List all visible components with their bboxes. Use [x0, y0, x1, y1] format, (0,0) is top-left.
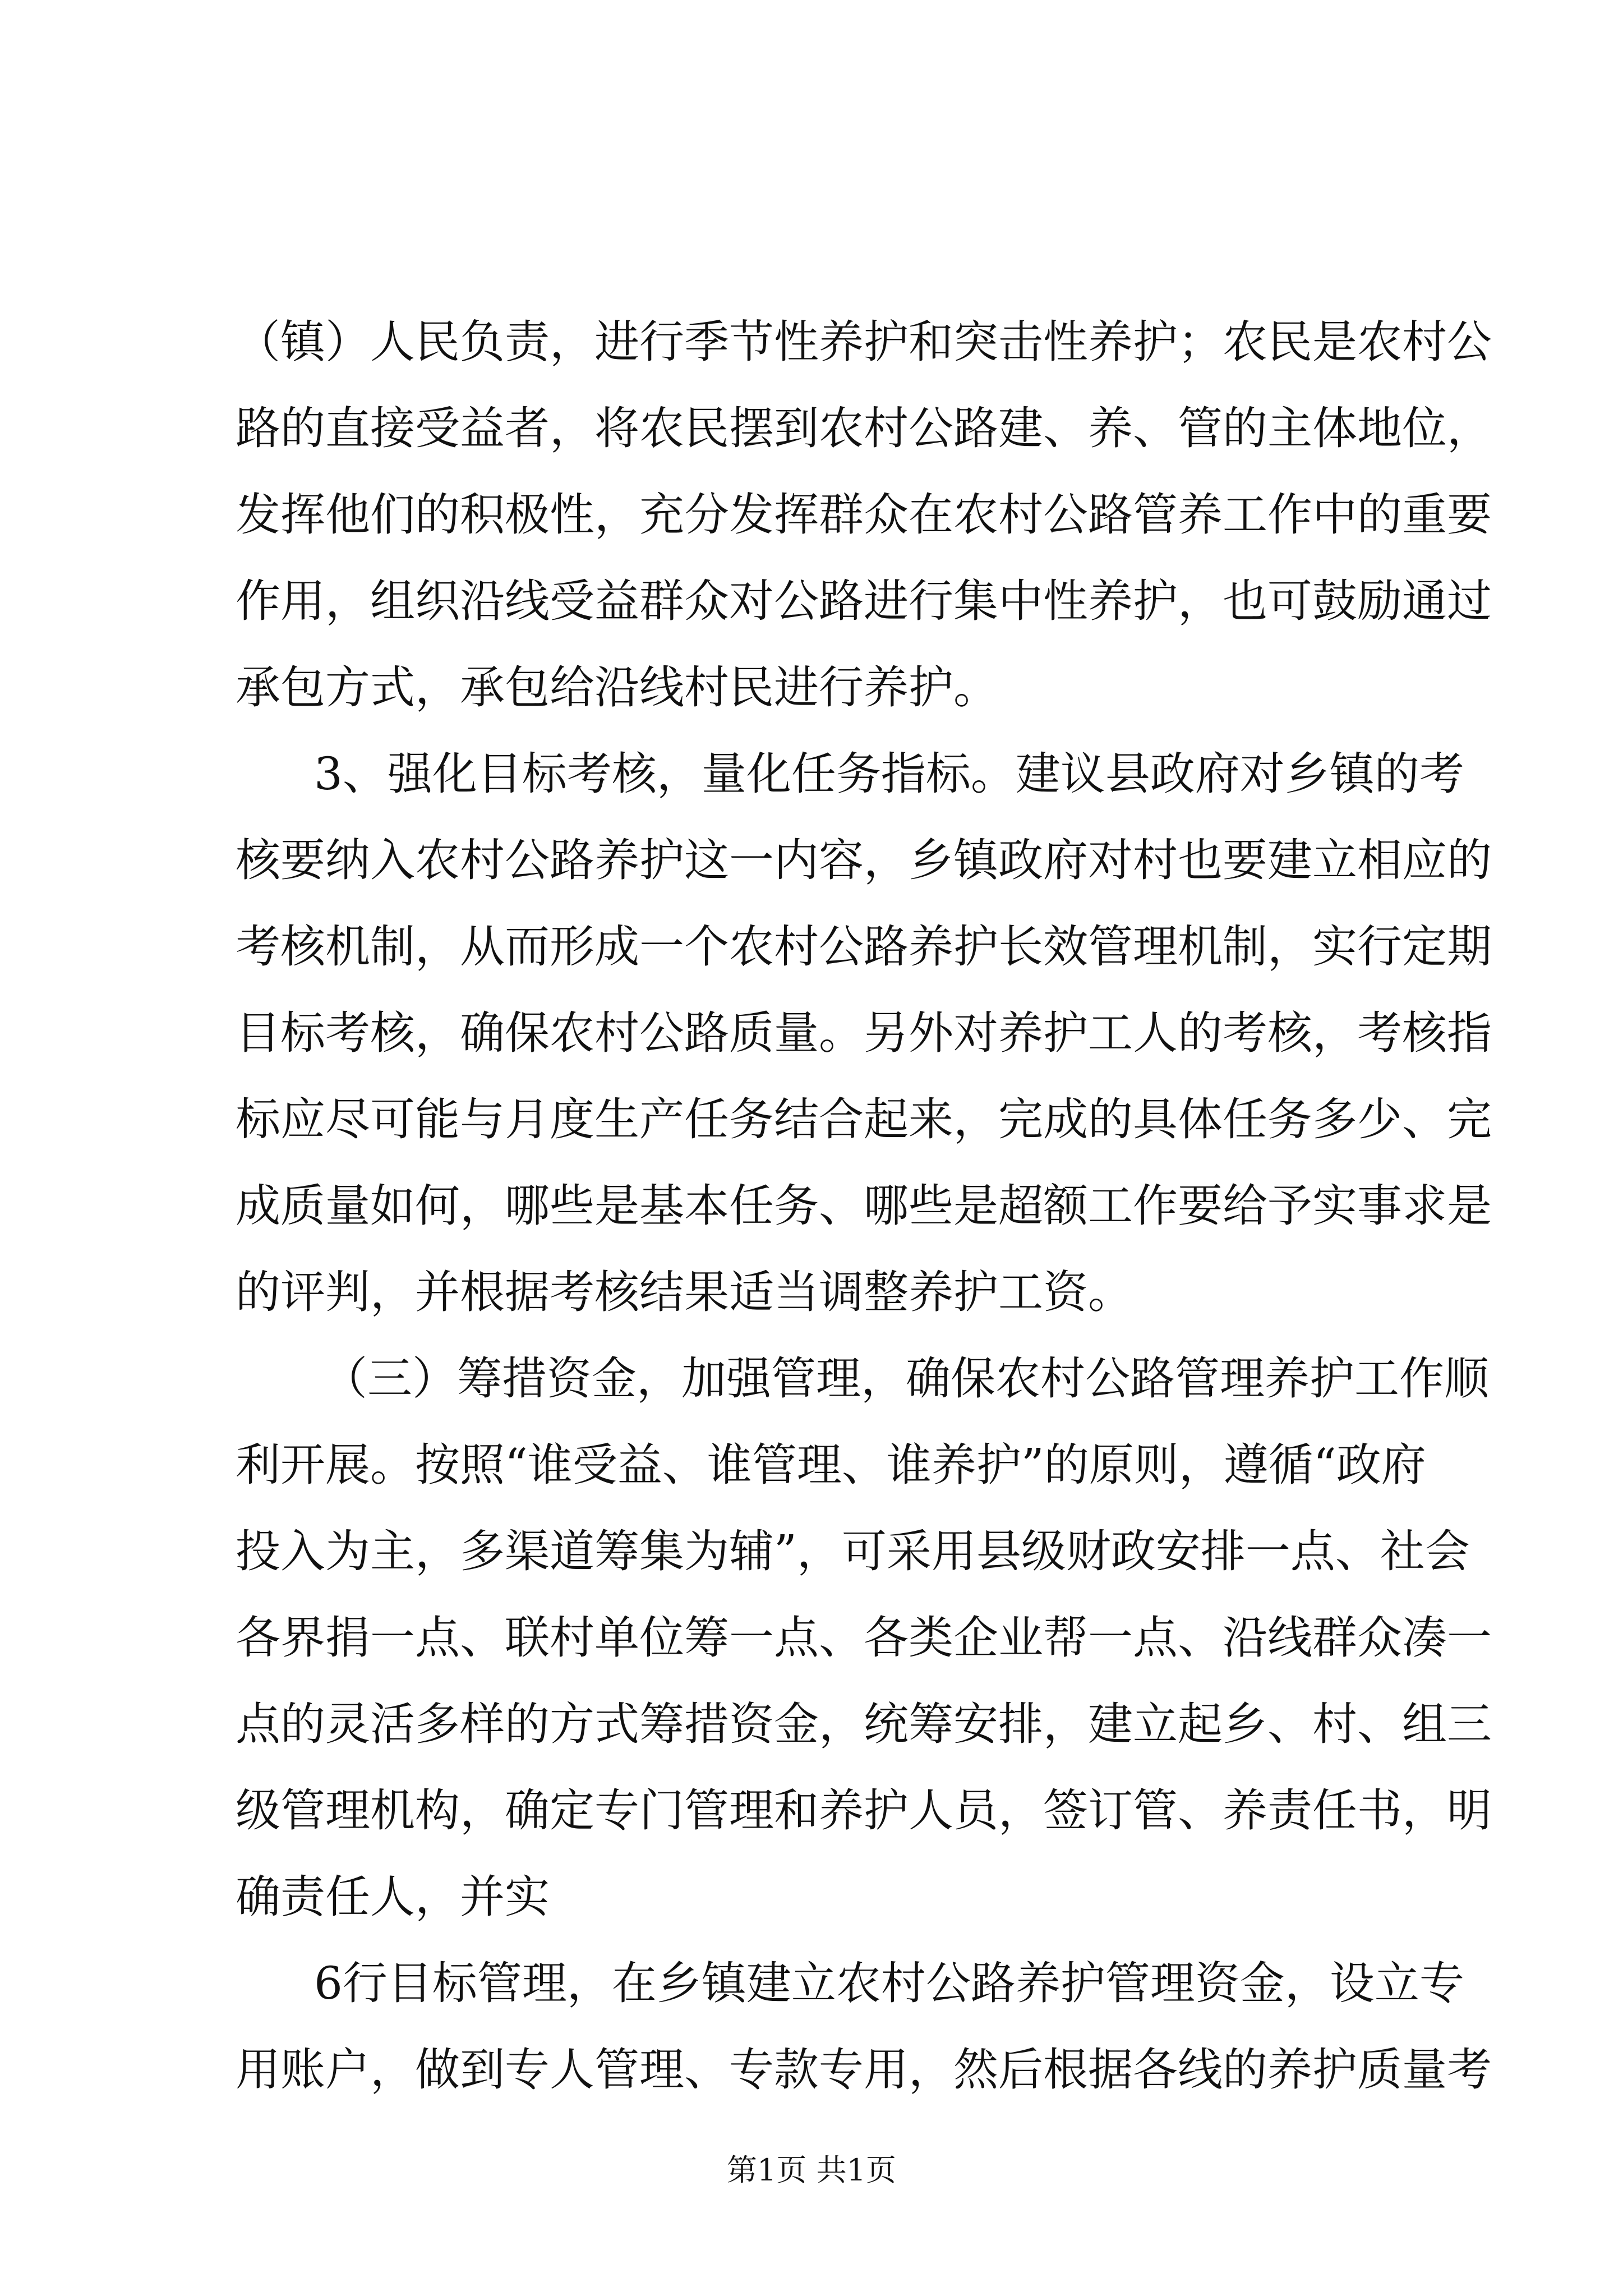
text-line: 作用，组织沿线受益群众对公路进行集中性养护，也可鼓励通过	[236, 575, 1492, 627]
text-line: 的评判，并根据考核结果适当调整养护工资。	[236, 1266, 1133, 1318]
text-line: 发挥他们的积极性，充分发挥群众在农村公路管养工作中的重要	[236, 489, 1492, 541]
text-line: 路的直接受益者，将农民摆到农村公路建、养、管的主体地位，	[236, 402, 1492, 454]
text-line: 利开展。按照“谁受益、谁管理、谁养护”的原则，遵循“政府	[236, 1439, 1426, 1491]
text-line: 核要纳入农村公路养护这一内容，乡镇政府对村也要建立相应的	[236, 834, 1492, 886]
text-line: 成质量如何，哪些是基本任务、哪些是超额工作要给予实事求是	[236, 1180, 1492, 1232]
text-line: （镇）人民负责，进行季节性养护和突击性养护；农民是农村公	[236, 316, 1492, 368]
text-line: 考核机制，从而形成一个农村公路养护长效管理机制，实行定期	[236, 921, 1492, 973]
text-line: 各界捐一点、联村单位筹一点、各类企业帮一点、沿线群众凑一	[236, 1612, 1492, 1664]
text-line: 级管理机构，确定专门管理和养护人员，签订管、养责任书，明	[236, 1784, 1492, 1837]
text-line: 承包方式，承包给沿线村民进行养护。	[236, 661, 998, 714]
text-line: 用账户，做到专人管理、专款专用，然后根据各线的养护质量考	[236, 2044, 1492, 2096]
text-line: 3、强化目标考核，量化任务指标。建议县政府对乡镇的考	[314, 748, 1464, 800]
text-line: 点的灵活多样的方式筹措资金，统筹安排，建立起乡、村、组三	[236, 1698, 1492, 1750]
page-footer: 第1页 共1页	[727, 2152, 896, 2188]
text-line: 投入为主，多渠道筹集为辅”，可采用县级财政安排一点、社会	[236, 1525, 1470, 1577]
text-line: 6行目标管理，在乡镇建立农村公路养护管理资金，设立专	[314, 1957, 1464, 2009]
text-line: 目标考核，确保农村公路质量。另外对养护工人的考核，考核指	[236, 1007, 1492, 1059]
text-line: 确责任人，并实	[236, 1871, 550, 1923]
text-line: （三）筹措资金，加强管理，确保农村公路管理养护工作顺	[322, 1352, 1489, 1405]
text-line: 标应尽可能与月度生产任务结合起来，完成的具体任务多少、完	[236, 1093, 1492, 1145]
